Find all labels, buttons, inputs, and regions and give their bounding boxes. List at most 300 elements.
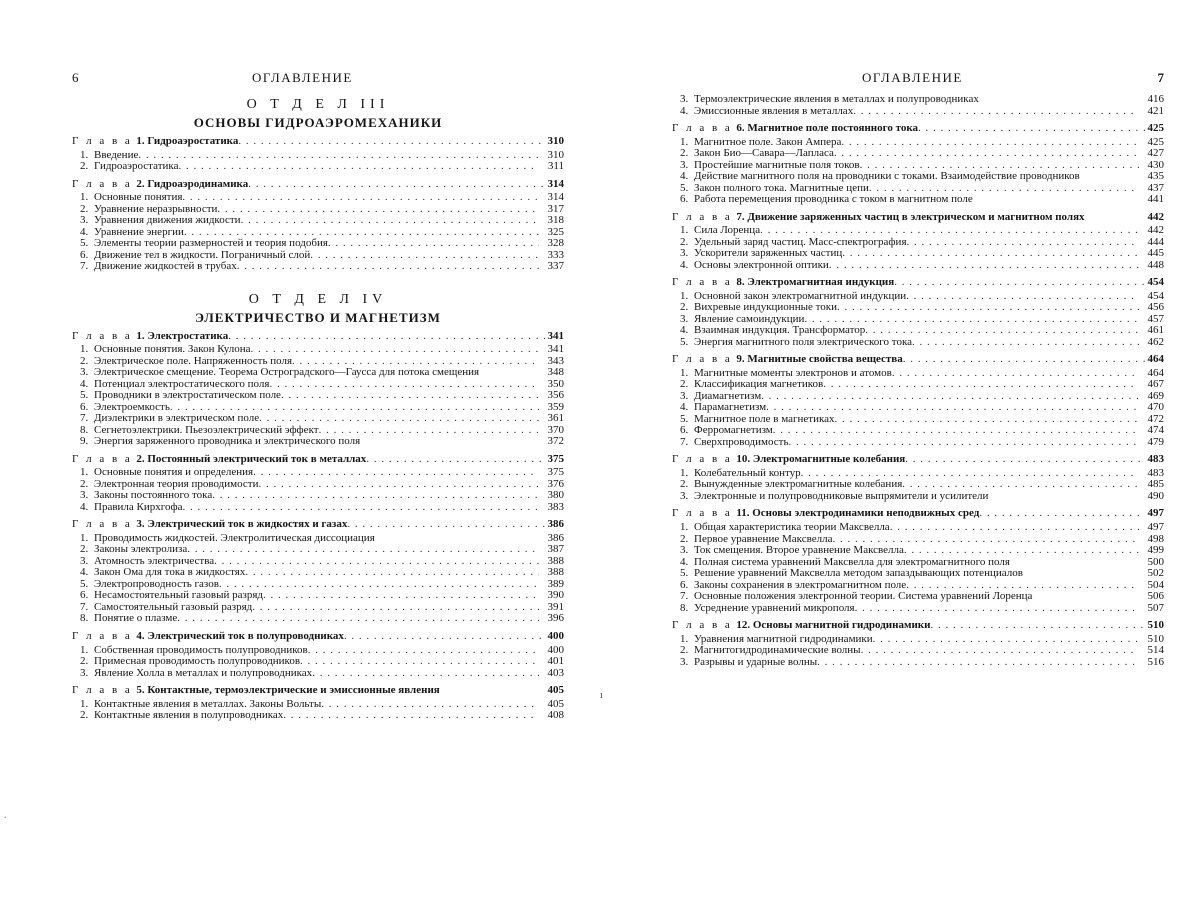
toc-items xyxy=(72,150,564,173)
toc-item xyxy=(672,437,1164,449)
item-number: 8. xyxy=(80,423,89,436)
item-number: 2. xyxy=(80,655,89,668)
chapter-title: 1. Гидроаэростатика xyxy=(136,135,239,147)
item-page: 310 xyxy=(547,148,564,161)
toc-item xyxy=(72,261,564,273)
item-title: Понятие о плазме xyxy=(94,612,178,625)
item-number: 4. xyxy=(680,258,689,271)
item-page: 514 xyxy=(1147,644,1164,657)
item-number: 5. xyxy=(680,567,689,580)
toc-item xyxy=(672,260,1164,272)
leader-dots xyxy=(219,579,539,591)
item-page: 386 xyxy=(547,531,564,544)
right-page-number: 7 xyxy=(1157,70,1164,85)
chapter-heading xyxy=(672,122,1164,135)
chapter-title: 8. Электромагнитная индукция xyxy=(736,276,895,289)
item-page: 314 xyxy=(547,191,564,204)
item-title: Колебательный контур xyxy=(694,466,801,479)
item-page: 504 xyxy=(1147,578,1164,591)
item-page: 388 xyxy=(547,554,564,567)
item-title: Законы электролиза xyxy=(94,543,188,556)
chapter-title: 7. Движение заряженных частиц в электрическом и магнитном полях xyxy=(736,210,1085,223)
chapter-heading xyxy=(672,353,1164,366)
section-heading xyxy=(72,96,564,132)
leader-dots xyxy=(788,437,1139,449)
item-number: 4. xyxy=(680,324,689,337)
item-number: 6. xyxy=(680,578,689,591)
leader-dots xyxy=(907,237,1139,249)
leader-dots xyxy=(905,453,1144,466)
item-page: 375 xyxy=(547,466,564,479)
item-page: 490 xyxy=(1147,489,1164,502)
item-number: 5. xyxy=(80,237,89,250)
leader-dots xyxy=(912,337,1139,349)
item-page: 444 xyxy=(1147,235,1164,248)
item-title: Основные понятия xyxy=(94,191,183,204)
chapter-block xyxy=(672,353,1164,448)
toc-items xyxy=(672,291,1164,349)
item-title: Электрическое поле. Напряженность поля xyxy=(94,354,293,367)
toc-items xyxy=(72,699,564,722)
chapter-label: Г л а в а xyxy=(672,276,733,289)
gutter-mark: ı xyxy=(600,690,603,701)
item-number: 7. xyxy=(80,600,89,613)
chapter-heading xyxy=(72,684,564,697)
item-number: 2. xyxy=(680,644,689,657)
chapter-title: 11. Основы электродинамики неподвижных сред xyxy=(736,507,980,520)
chapter-page: 375 xyxy=(547,452,564,465)
item-title: Явление самоиндукции xyxy=(694,312,805,325)
item-page: 376 xyxy=(547,477,564,490)
toc-item xyxy=(672,545,1164,557)
item-page: 448 xyxy=(1147,258,1164,271)
item-page: 425 xyxy=(1147,135,1164,148)
item-title: Парамагнетизм xyxy=(694,401,767,414)
chapter-block xyxy=(672,276,1164,348)
item-page: 457 xyxy=(1147,312,1164,325)
toc-items xyxy=(672,368,1164,449)
item-title: Диэлектрики в электрическом поле xyxy=(94,412,260,425)
item-number: 1. xyxy=(680,466,689,479)
leader-dots xyxy=(773,425,1139,437)
item-page: 472 xyxy=(1147,412,1164,425)
toc-items xyxy=(672,522,1164,614)
leader-dots xyxy=(252,602,539,614)
item-title: Ускорители заряженных частиц xyxy=(694,247,843,260)
item-title: Термоэлектрические явления в металлах и полупроводниках xyxy=(694,93,979,105)
leader-dots xyxy=(837,302,1139,314)
item-page: 403 xyxy=(547,666,564,679)
chapter-heading xyxy=(672,276,1164,289)
toc-items xyxy=(672,94,1164,117)
chapter-title: 5. Контактные, термоэлектрические и эмиссионные явления xyxy=(136,684,440,697)
item-title: Гидроаэростатика xyxy=(94,160,179,173)
item-title: Собственная проводимость полупроводников xyxy=(94,643,308,656)
item-number: 6. xyxy=(80,248,89,261)
item-page: 361 xyxy=(547,412,564,425)
leader-dots xyxy=(834,148,1139,160)
chapter-heading xyxy=(72,630,564,643)
item-page: 333 xyxy=(547,248,564,261)
chapter-label: Г л а в а xyxy=(672,210,733,223)
chapter-page: 510 xyxy=(1147,619,1164,632)
leader-dots xyxy=(366,453,544,466)
section-title: ОСНОВЫ ГИДРОАЭРОМЕХАНИКИ xyxy=(193,115,443,130)
item-page: 498 xyxy=(1147,532,1164,545)
item-number: 6. xyxy=(680,424,689,437)
leader-dots xyxy=(918,122,1144,135)
item-page: 462 xyxy=(1147,335,1164,348)
toc-item xyxy=(672,568,1164,580)
item-title: Вынужденные электромагнитные колебания xyxy=(694,478,903,491)
item-title: Эмиссионные явления в металлах xyxy=(694,104,854,117)
item-number: 8. xyxy=(80,612,89,625)
toc-item xyxy=(672,248,1164,260)
chapter-label: Г л а в а xyxy=(72,135,133,147)
item-number: 1. xyxy=(80,148,89,161)
leader-dots xyxy=(281,390,539,402)
item-page: 416 xyxy=(1147,93,1164,105)
toc-item xyxy=(72,161,564,173)
leader-dots xyxy=(760,225,1139,237)
leader-dots xyxy=(228,330,544,343)
toc-item xyxy=(672,148,1164,160)
item-page: 372 xyxy=(547,435,564,448)
item-number: 6. xyxy=(80,400,89,413)
toc-item xyxy=(72,502,564,514)
section-number: О Т Д Е Л IV xyxy=(248,291,388,307)
toc-item xyxy=(72,668,564,680)
chapter-title: 2. Гидроаэродинамика xyxy=(136,177,249,190)
item-number: 4. xyxy=(680,401,689,414)
item-number: 4. xyxy=(80,566,89,579)
chapter-label: Г л а в а xyxy=(72,329,133,342)
item-number: 2. xyxy=(80,160,89,173)
chapter-page: 400 xyxy=(547,629,564,642)
leader-dots xyxy=(251,344,539,356)
chapter-block xyxy=(72,178,564,273)
chapter-label: Г л а в а xyxy=(672,507,733,520)
item-page: 461 xyxy=(1147,324,1164,337)
chapter-block xyxy=(72,630,564,679)
item-title: Решение уравнений Максвелла методом запаздывающих потенциалов xyxy=(694,567,1023,580)
chapter-heading xyxy=(672,453,1164,466)
chapter-label: Г л а в а xyxy=(72,629,133,642)
item-page: 516 xyxy=(1147,655,1164,668)
toc-item xyxy=(672,106,1164,118)
item-title: Электропроводность газов xyxy=(94,577,219,590)
item-number: 3. xyxy=(680,93,689,105)
toc-item xyxy=(672,657,1164,669)
item-number: 4. xyxy=(80,225,89,238)
item-page: 348 xyxy=(547,366,564,379)
leader-dots xyxy=(245,567,539,579)
item-page: 467 xyxy=(1147,378,1164,391)
item-number: 1. xyxy=(680,366,689,379)
chapter-heading xyxy=(72,135,564,148)
chapter-block xyxy=(72,684,564,722)
item-number: 3. xyxy=(80,666,89,679)
toc-item xyxy=(672,603,1164,615)
toc-item xyxy=(672,194,1164,206)
item-title: Уравнения движения жидкости xyxy=(94,214,241,227)
item-title: Первое уравнение Максвелла xyxy=(694,532,833,545)
item-number: 3. xyxy=(680,247,689,260)
right-running-title: ОГЛАВЛЕНИЕ xyxy=(862,70,963,85)
item-number: 2. xyxy=(680,301,689,314)
toc-item xyxy=(72,215,564,227)
item-title: Правила Кирхгофа xyxy=(94,500,183,513)
right-running-head xyxy=(672,70,1164,92)
toc-items xyxy=(672,225,1164,271)
item-title: Магнитное поле. Закон Ампера xyxy=(694,135,842,148)
chapter-title: 12. Основы магнитной гидродинамики xyxy=(736,619,931,632)
chapter-title: 3. Электрический ток в жидкостях и газах xyxy=(136,518,348,531)
item-number: 8. xyxy=(680,601,689,614)
leader-dots xyxy=(237,261,539,273)
item-number: 2. xyxy=(680,532,689,545)
left-page-number: 6 xyxy=(72,70,79,85)
chapter-page: 310 xyxy=(547,135,564,147)
right-page xyxy=(672,70,1164,673)
chapter-title: 2. Постоянный электрический ток в металлах xyxy=(136,452,367,465)
item-page: 317 xyxy=(547,202,564,215)
item-title: Усреднение уравнений микрополя xyxy=(694,601,855,614)
leader-dots xyxy=(347,518,544,531)
toc-item xyxy=(672,171,1164,183)
chapter-block xyxy=(672,122,1164,206)
item-page: 454 xyxy=(1147,289,1164,302)
leader-dots xyxy=(890,522,1139,534)
leader-dots xyxy=(310,250,539,262)
leader-dots xyxy=(855,603,1139,615)
leader-dots xyxy=(328,238,539,250)
item-page: 485 xyxy=(1147,478,1164,491)
leader-dots xyxy=(321,699,539,711)
item-page: 483 xyxy=(1147,466,1164,479)
chapter-label: Г л а в а xyxy=(672,453,733,466)
item-title: Закон Био—Савара—Лапласа xyxy=(694,147,834,160)
leader-dots xyxy=(853,106,1139,118)
left-running-title: ОГЛАВЛЕНИЕ xyxy=(252,70,353,85)
item-number: 7. xyxy=(80,412,89,425)
item-number: 3. xyxy=(680,655,689,668)
item-number: 1. xyxy=(80,191,89,204)
chapter-label: Г л а в а xyxy=(72,684,133,697)
chapter-block xyxy=(72,135,564,173)
item-page: 469 xyxy=(1147,389,1164,402)
item-title: Самостоятельный газовый разряд xyxy=(94,600,253,613)
item-number: 3. xyxy=(680,158,689,171)
chapter-heading xyxy=(72,178,564,191)
item-page: 359 xyxy=(547,400,564,413)
item-page: 427 xyxy=(1147,147,1164,160)
item-title: Разрывы и ударные волны xyxy=(694,655,818,668)
item-page: 389 xyxy=(547,577,564,590)
toc-item xyxy=(672,94,1164,106)
item-title: Законы постоянного тока xyxy=(94,489,213,502)
leader-dots xyxy=(300,656,539,668)
chapter-page: 497 xyxy=(1147,507,1164,520)
item-number: 6. xyxy=(680,193,689,206)
item-title: Магнитные моменты электронов и атомов xyxy=(694,366,892,379)
item-title: Магнитное поле в магнетиках xyxy=(694,412,835,425)
item-title: Диамагнетизм xyxy=(694,389,762,402)
item-title: Энергия магнитного поля электрического тока xyxy=(694,335,913,348)
item-page: 464 xyxy=(1147,366,1164,379)
toc-items xyxy=(672,468,1164,503)
chapter-label: Г л а в а xyxy=(72,177,133,190)
leader-dots xyxy=(283,710,539,722)
toc-item xyxy=(672,491,1164,503)
item-title: Введение xyxy=(94,148,139,161)
chapter-label: Г л а в а xyxy=(672,353,733,366)
section-heading xyxy=(72,291,564,327)
leader-dots xyxy=(214,556,539,568)
item-number: 1. xyxy=(80,466,89,479)
chapter-label: Г л а в а xyxy=(672,619,733,632)
toc-item xyxy=(72,613,564,625)
leader-dots xyxy=(817,657,1139,669)
item-title: Классификация магнетиков xyxy=(694,378,824,391)
chapter-page: 442 xyxy=(1147,210,1164,223)
toc-item xyxy=(672,522,1164,534)
chapter-page: 483 xyxy=(1147,453,1164,466)
item-title: Электронные и полупроводниковые выпрямители и усилители xyxy=(694,489,989,502)
item-number: 2. xyxy=(80,477,89,490)
item-title: Электронная теория проводимости xyxy=(94,477,259,490)
item-page: 325 xyxy=(547,225,564,238)
item-page: 405 xyxy=(547,697,564,710)
toc-item xyxy=(72,710,564,722)
item-title: Сверхпроводимость xyxy=(694,435,789,448)
chapter-label: Г л а в а xyxy=(72,518,133,531)
item-title: Энергия заряженного проводника и электрического поля xyxy=(94,435,361,448)
item-title: Основной закон электромагнитной индукции xyxy=(694,289,907,302)
left-toc xyxy=(72,96,564,722)
chapter-block xyxy=(672,619,1164,668)
leader-dots xyxy=(238,135,544,148)
chapter-block xyxy=(72,330,564,448)
item-title: Ферромагнетизм xyxy=(694,424,773,437)
item-number: 1. xyxy=(680,632,689,645)
item-number: 4. xyxy=(680,170,689,183)
item-page: 421 xyxy=(1147,104,1164,117)
leader-dots xyxy=(269,379,539,391)
toc-item xyxy=(72,436,564,448)
item-page: 387 xyxy=(547,543,564,556)
item-page: 479 xyxy=(1147,435,1164,448)
toc-items xyxy=(72,467,564,513)
item-title: Основные понятия. Закон Кулона xyxy=(94,343,251,356)
item-page: 435 xyxy=(1147,170,1164,183)
chapter-title: 10. Электромагнитные колебания xyxy=(736,453,906,466)
toc-item xyxy=(672,591,1164,603)
item-page: 391 xyxy=(547,600,564,613)
item-page: 400 xyxy=(547,643,564,656)
item-page: 356 xyxy=(547,389,564,402)
leader-dots xyxy=(841,137,1139,149)
chapter-page: 464 xyxy=(1147,353,1164,366)
item-title: Закон полного тока. Магнитные цепи xyxy=(694,181,869,194)
item-title: Основные положения электронной теории. Система уравнений Лоренца xyxy=(694,590,1033,603)
item-page: 318 xyxy=(547,214,564,227)
toc-items xyxy=(672,634,1164,669)
item-title: Примесная проводимость полупроводников xyxy=(94,655,301,668)
item-number: 2. xyxy=(680,478,689,491)
leader-dots xyxy=(241,215,539,227)
item-title: Уравнения магнитной гидродинамики xyxy=(694,632,873,645)
leader-dots xyxy=(263,590,539,602)
item-title: Простейшие магнитные поля токов xyxy=(694,158,860,171)
item-page: 401 xyxy=(547,655,564,668)
item-title: Уравнение неразрывности xyxy=(94,202,218,215)
item-title: Взаимная индукция. Трансформатор xyxy=(694,324,866,337)
item-title: Проводники в электростатическом поле xyxy=(94,389,281,402)
leader-dots xyxy=(344,630,545,643)
item-title: Удельный заряд частиц. Масс-спектрография xyxy=(694,235,907,248)
item-number: 4. xyxy=(80,377,89,390)
item-number: 3. xyxy=(80,554,89,567)
item-number: 2. xyxy=(80,709,89,722)
item-title: Потенциал электростатического поля xyxy=(94,377,270,390)
chapter-label: Г л а в а xyxy=(672,122,733,134)
item-number: 3. xyxy=(680,544,689,557)
item-title: Движение жидкостей в трубах xyxy=(94,260,237,273)
chapter-heading xyxy=(672,619,1164,632)
item-title: Основы электронной оптики xyxy=(694,258,829,271)
left-running-head xyxy=(72,70,564,92)
item-title: Контактные явления в полупроводниках xyxy=(94,709,284,722)
item-page: 510 xyxy=(1147,632,1164,645)
toc-items xyxy=(72,533,564,625)
leader-dots xyxy=(906,291,1139,303)
item-page: 474 xyxy=(1147,424,1164,437)
chapter-heading xyxy=(72,453,564,466)
item-number: 3. xyxy=(680,389,689,402)
item-page: 341 xyxy=(547,343,564,356)
item-number: 9. xyxy=(80,435,89,448)
item-title: Электроемкость xyxy=(94,400,170,413)
item-page: 408 xyxy=(547,709,564,722)
leader-dots xyxy=(182,192,539,204)
leader-dots xyxy=(308,645,539,657)
leader-dots xyxy=(312,668,539,680)
item-number: 2. xyxy=(80,354,89,367)
chapter-page: 454 xyxy=(1147,276,1164,289)
chapter-page: 425 xyxy=(1147,122,1164,134)
item-title: Вихревые индукционные токи xyxy=(694,301,837,314)
chapter-block xyxy=(672,453,1164,502)
item-title: Действие магнитного поля на проводники с токами. Взаимодействие проводников xyxy=(694,170,1080,183)
leader-dots xyxy=(823,379,1139,391)
chapter-page: 386 xyxy=(547,518,564,531)
item-number: 5. xyxy=(680,181,689,194)
item-page: 430 xyxy=(1147,158,1164,171)
leader-dots xyxy=(178,161,539,173)
item-page: 497 xyxy=(1147,521,1164,534)
item-number: 7. xyxy=(680,435,689,448)
item-title: Электрическое смещение. Теорема Остроградского—Гаусса для потока смещения xyxy=(94,366,480,379)
chapter-block xyxy=(672,507,1164,614)
item-page: 502 xyxy=(1147,567,1164,580)
leader-dots xyxy=(761,391,1139,403)
item-title: Закон Ома для тока в жидкостях xyxy=(94,566,246,579)
item-title: Уравнение энергии xyxy=(94,225,184,238)
item-number: 2. xyxy=(680,147,689,160)
item-page: 380 xyxy=(547,489,564,502)
leader-dots xyxy=(892,368,1139,380)
